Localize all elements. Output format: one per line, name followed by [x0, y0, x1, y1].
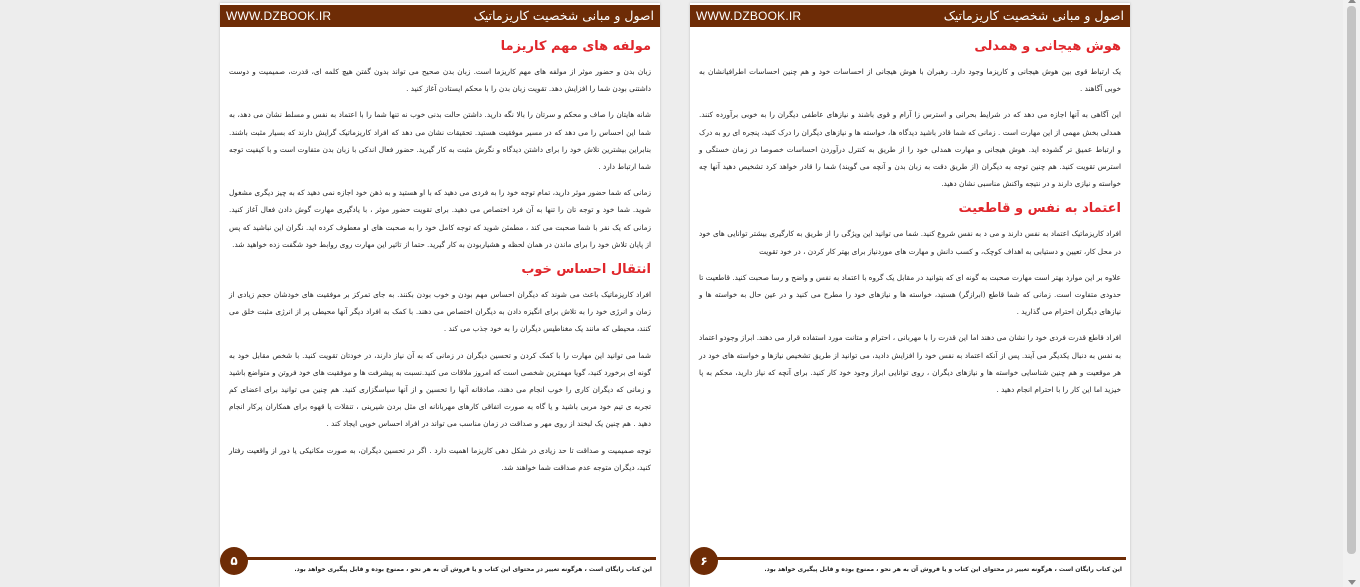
book-title: اصول و مبانی شخصیت کاریزماتیک [943, 8, 1124, 23]
vertical-scrollbar[interactable] [1343, 0, 1360, 587]
paragraph: زبان بدن و حضور موثر از مولفه های مهم کاریزما است. زبان بدن صحیح می تواند بدون گفتن هیچ کلمه ای، قدرت، صمیمیت و دوست داشتنی بودن شما را افزایش دهد. تقویت زبان بدن را با محکم ایستادن آغاز کنید . [229, 67, 651, 94]
paragraph: یک ارتباط قوی بین هوش هیجانی و کاریزما وجود دارد. رهبران با هوش هیجانی از احساسات خود و هم چنین احساسات اطرافیانشان به خوبی آگاهند . [699, 67, 1121, 94]
footer-rule [244, 557, 656, 560]
copyright-notice: این کتاب رایگان است ، هرگونه تغییر در محتوای این کتاب و یا فروش آن به هر نحو ، ممنوع بوده و قابل پیگیری خواهد بود. [764, 566, 1122, 573]
paragraph: علاوه بر این موارد بهتر است مهارت صحبت به گونه ای که بتوانید در مقابل یک گروه با اعتماد به نفس و واضح و رسا صحبت کنید. قاطعیت تا حدودی متفاوت است. زمانی که شما قاطع (ابرازگر) هستید، خواسته ها و نیازهای خود را مطرح می کنید و در عین حال به خواسته ها و نیازهای دیگران احترام می گذارید . [699, 272, 1121, 317]
page-content [229, 39, 651, 485]
paragraph: شما می توانید این مهارت را با کمک کردن و تحسین دیگران در زمانی که به آن نیاز دارند، در خودتان تقویت کنید. با شخص مقابل خود به گونه ای برخورد کنید، گویا مهمترین شخصی است که امروز ملاقات می کنید.نسبت به پیشرفت ها و موفقیت های خود فروتن و متواضع باشید و زمانی که دیگران کاری را خوب انجام می دهند، صادقانه آنها را تحسین و از آنها سپاسگزاری کنید. هم چنین می توانید برای اعضای کم تجربه ی تیم خود مربی باشید و یا گاه به صورت اتفاقی کارهای مهربانانه ای مثل بردن شیرینی ، تنقلات یا قهوه برای همکاران پرکار انجام دهید . هم چنین یک لبخند از روی مهر و صداقت در زمان مناسب می تواند در افراد احساس خوبی ایجاد کند . [229, 350, 651, 429]
section-heading: انتقال احساس خوب [521, 262, 651, 278]
footer-rule [714, 557, 1126, 560]
page-header [690, 5, 1130, 27]
book-title: اصول و مبانی شخصیت کاریزماتیک [473, 8, 654, 23]
page-content [699, 39, 1121, 407]
site-url: WWW.DZBOOK.IR [226, 9, 332, 23]
section-heading: هوش هیجانی و همدلی [974, 39, 1121, 54]
scroll-down-arrow-icon[interactable] [1348, 580, 1356, 585]
copyright-notice: این کتاب رایگان است ، هرگونه تغییر در محتوای این کتاب و یا فروش آن به هر نحو ، ممنوع بوده و قابل پیگیری خواهد بود. [294, 566, 652, 573]
paragraph: توجه صمیمیت و صداقت تا حد زیادی در شکل دهی کاریزما اهمیت دارد . اگر در تحسین دیگران، به صورت مکانیکی یا دور از واقعیت رفتار کنید، دیگران متوجه عدم صداقت شما خواهند شد. [229, 445, 651, 472]
scroll-thumb[interactable] [1347, 6, 1356, 554]
page-number-badge: ۶ [690, 547, 718, 575]
paragraph: افراد کاریزماتیک باعث می شوند که دیگران احساس مهم بودن و خوب بودن بکنند. به جای تمرکز بر موفقیت های خودشان حجم زیادی از زمان و انرژی خود را به تلاش برای انگیزه دادن به دیگران اختصاص می دهند. با کمک به افراد دیگر آنها محیطی پر از انرژی مثبت خلق می کنند، محیطی که مانند یک مغناطیس دیگران را به خود جذب می کند . [229, 290, 651, 334]
paragraph: این آگاهی به آنها اجازه می دهد که در شرایط بحرانی و استرس زا آرام و قوی باشند و نیازهای عاطفی دیگران را به خوبی برآورده کنند. همدلی بخش مهمی از این مهارت است . زمانی که شما قادر باشید دیدگاه ها، خواسته ها و نیازهای دیگران را درک کنید، پنجره ای رو به درک و ارتباط عمیق تر گشوده اید. هوش هیجانی و مهارت همدلی خود را از طریق به کنترل درآوردن احساسات خصوصا در زمان خستگی و استرس تقویت کنید. هم چنین توجه به دیگران (از طریق دقت به زبان بدن و آنچه می گویند) شما را قادر خواهد کرد تشخیص دهید آنها چه خواسته و نیازی دارند و در نتیجه واکنش مناسبی نشان دهید. [699, 110, 1121, 189]
section-heading: مولفه های مهم کاریزما [500, 39, 651, 54]
book-page-right [690, 3, 1130, 587]
paragraph: افراد قاطع قدرت فردی خود را نشان می دهند اما این قدرت را با مهربانی ، احترام و متانت مورد استفاده قرار می دهند. ابراز وجودو اعتماد به نفس به دنبال یکدیگر می آیند. پس از آنکه اعتماد به نفس خود را افزایش دادید، می توانید از طریق تشخیص نیازها و خواسته های خود در هر موقعیت و هم چنین شناسایی خواسته ها و نیازهای دیگران ، روی توانایی ابراز وجود خود کار کنید. برای آنچه که نیاز دارید، محکم به پا خیزید اما این کار را با احترام انجام دهید . [699, 333, 1121, 395]
site-url: WWW.DZBOOK.IR [696, 9, 802, 23]
paragraph: زمانی که شما حضور موثر دارید، تمام توجه خود را به فردی می دهید که با او هستید و به ذهن خود اجازه نمی دهید که به چیز دیگری مشغول شوید. شما خود و توجه تان را تنها به آن فرد اختصاص می دهید. برای تقویت حضور موثر ، با یادگیری مهارت گوش دادن فعال آغاز کنید. زمانی که یک نفر با شما صحبت می کند ، مطمئن شوید که توجه کامل خود را به صحبت های او معطوف کرده اید. نگران این نباشید که پس از پایان تلاش خود را برای ماندن در همان لحظه و هشیاربودن به کار گیرید. حتما از تاثیر این مهارت روی روابط خود شگفت زده خواهید شد. [229, 188, 651, 249]
page-number-badge: ۵ [220, 547, 248, 575]
page-header [220, 5, 660, 27]
paragraph: افراد کاریزماتیک اعتماد به نفس دارند و می د به نفس شروع کنید. شما می توانید این ویژگی را از طریق به کارگیری بیشتر توانایی های خود در محل کار، تعیین و دستیابی به اهداف کوچک، و کسب دانش و مهارت های موردنیاز برای بهتر کار کردن ، در خود تقویت [699, 229, 1121, 256]
section-heading: اعتماد به نفس و قاطعیت [958, 201, 1121, 217]
book-page-left [220, 3, 660, 587]
paragraph: شانه هایتان را صاف و محکم و سرتان را بالا نگه دارید. داشتن حالت بدنی خوب نه تنها شما را با اعتماد به نفس و مسلط نشان می دهد، به شما این احساس را می دهد که در مسیر موفقیت هستید. تحقیقات نشان می دهد که افراد کاریزماتیک گرایش دارند که بسیار مثبت باشند. بنابراین بیشترین تلاش خود را برای داشتن دیدگاه و نگرش مثبت به کار گیرید. حضور فعال اندکی با زبان بدن متفاوت است و با کیفیت توجه شما ارتباط دارد . [229, 110, 651, 172]
scroll-up-arrow-icon[interactable] [1348, 0, 1356, 3]
